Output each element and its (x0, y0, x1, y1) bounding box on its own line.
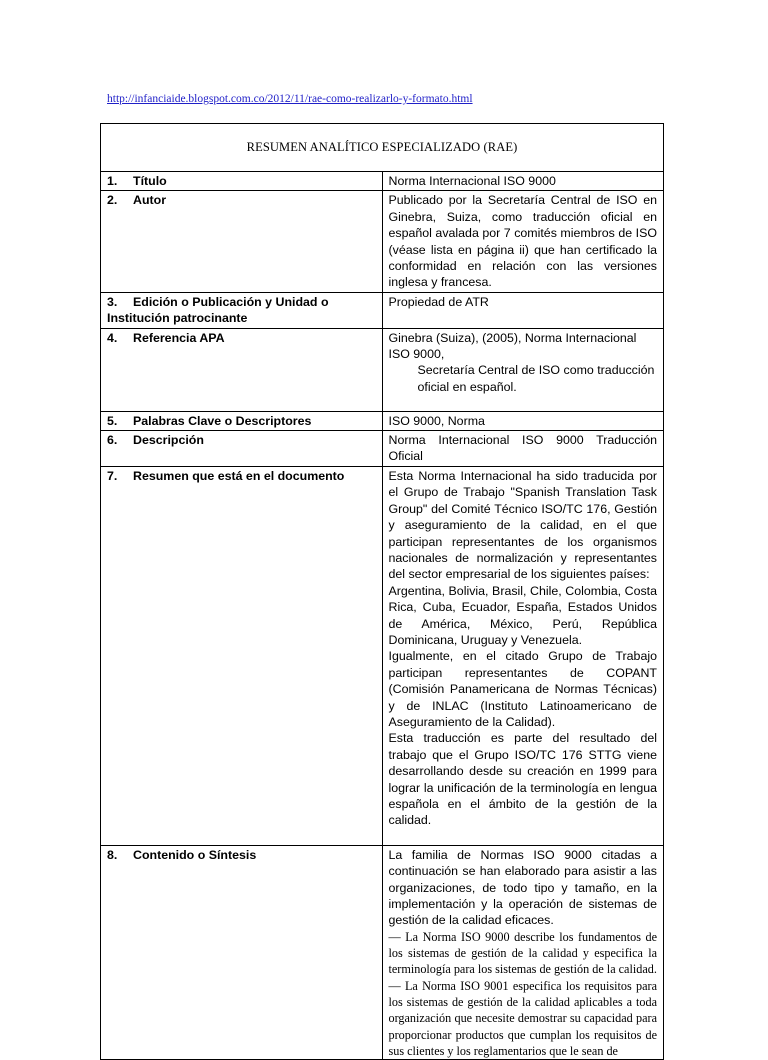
row-label-text: Título (133, 174, 167, 188)
row-number: 1. (107, 174, 118, 188)
table-row-resumen (101, 466, 664, 845)
row-value: Norma Internacional ISO 9000 Traducción Oficial (382, 431, 664, 467)
table-row-palabras-clave (101, 411, 664, 430)
table-row-referencia (101, 328, 664, 411)
source-url-link[interactable]: http://infanciaide.blogspot.com.co/2012/11/rae-como-realizarlo-y-formato.html (107, 93, 473, 105)
row-label-text: Autor (133, 193, 167, 208)
table-row-titulo (101, 172, 664, 191)
row-label (101, 172, 383, 191)
row-value (382, 845, 664, 1059)
row-label (101, 292, 383, 328)
row-label-text: Descripción (133, 433, 204, 448)
table-row-contenido (101, 845, 664, 1059)
row-value: Publicado por la Secretaría Central de ISO en Ginebra, Suiza, como traducción oficial en español avalada por 7 comités miembros de ISO (véase lista en página ii) que han certificado la conformidad en relación con las versiones inglesa y francesa. (382, 191, 664, 292)
row-label (101, 328, 383, 411)
row-value: Norma Internacional ISO 9000 (382, 172, 664, 191)
row-label (101, 466, 383, 845)
table-title-row (101, 124, 664, 172)
row-label-text: Resumen que está en el documento (133, 468, 345, 483)
row-value: Propiedad de ATR (382, 292, 664, 328)
row-number: 2. (107, 193, 118, 208)
row-number: 8. (107, 847, 118, 862)
table-title: RESUMEN ANALÍTICO ESPECIALIZADO (RAE) (101, 124, 664, 172)
row-value (382, 466, 664, 845)
row-label-text: Referencia APA (133, 330, 225, 345)
summary-paragraph: Igualmente, en el citado Grupo de Trabajo participan representantes de COPANT (Comisión Panamericana de Normas Técnicas) y de INLAC (Instituto Latinoamericano de Aseguramiento de la Calidad). (388, 649, 657, 729)
row-label-text: Contenido o Síntesis (133, 847, 257, 862)
content-paragraph: — La Norma ISO 9001 especifica los requisitos para los sistemas de gestión de la calidad aplicables a toda organización que necesite demostrar su capacidad para proporcionar productos que cumplan los requisitos de sus clientes y los reglamentarios que le sean de (388, 978, 657, 1058)
row-number: 3. (107, 294, 118, 309)
table-row-edicion (101, 292, 664, 328)
reference-line: Ginebra (Suiza), (2005), Norma Internacional ISO 9000, (388, 330, 637, 362)
row-label (101, 431, 383, 467)
content-paragraph: — La Norma ISO 9000 describe los fundamentos de los sistemas de gestión de la calidad y especifica la terminología para los sistemas de gestión de la calidad. (388, 929, 657, 977)
table-row-autor (101, 191, 664, 292)
row-number: 4. (107, 330, 118, 345)
row-value: ISO 9000, Norma (382, 411, 664, 430)
row-label (101, 845, 383, 1059)
row-number: 7. (107, 468, 118, 483)
content-paragraph: La familia de Normas ISO 9000 citadas a continuación se han elaborado para asistir a las organizaciones, de todo tipo y tamaño, en la implementación y la operación de sistemas de gestión de la calidad eficaces. (388, 847, 657, 928)
row-label (101, 191, 383, 292)
row-number: 6. (107, 433, 118, 448)
summary-paragraph: Argentina, Bolivia, Brasil, Chile, Colombia, Costa Rica, Cuba, Ecuador, España, Estados Unidos de América, México, Perú, República Dominicana, Uruguay y Venezuela. (388, 583, 657, 647)
summary-paragraph: Esta Norma Internacional ha sido traducida por el Grupo de Trabajo "Spanish Translation Task Group" del Comité Técnico ISO/TC 176, Gestión y aseguramiento de la calidad, en el que participan representantes de los organismos nacionales de normalización y representantes del sector empresarial de los siguientes países: (388, 468, 657, 582)
table-row-descripcion (101, 431, 664, 467)
summary-paragraph: Esta traducción es parte del resultado del trabajo que el Grupo ISO/TC 176 STTG viene desarrollando desde su creación en 1999 para lograr la unificación de la terminología en lengua española en el ámbito de la gestión de la calidad. (388, 731, 657, 828)
row-value (382, 328, 664, 411)
reference-continuation: Secretaría Central de ISO como traducción oficial en español. (417, 363, 655, 394)
row-number: 5. (107, 413, 118, 428)
rae-table (100, 123, 664, 1060)
row-label-text: Edición o Publicación y Unidad o Institución patrocinante (107, 294, 329, 326)
row-label (101, 411, 383, 430)
row-label-text: Palabras Clave o Descriptores (133, 413, 312, 428)
